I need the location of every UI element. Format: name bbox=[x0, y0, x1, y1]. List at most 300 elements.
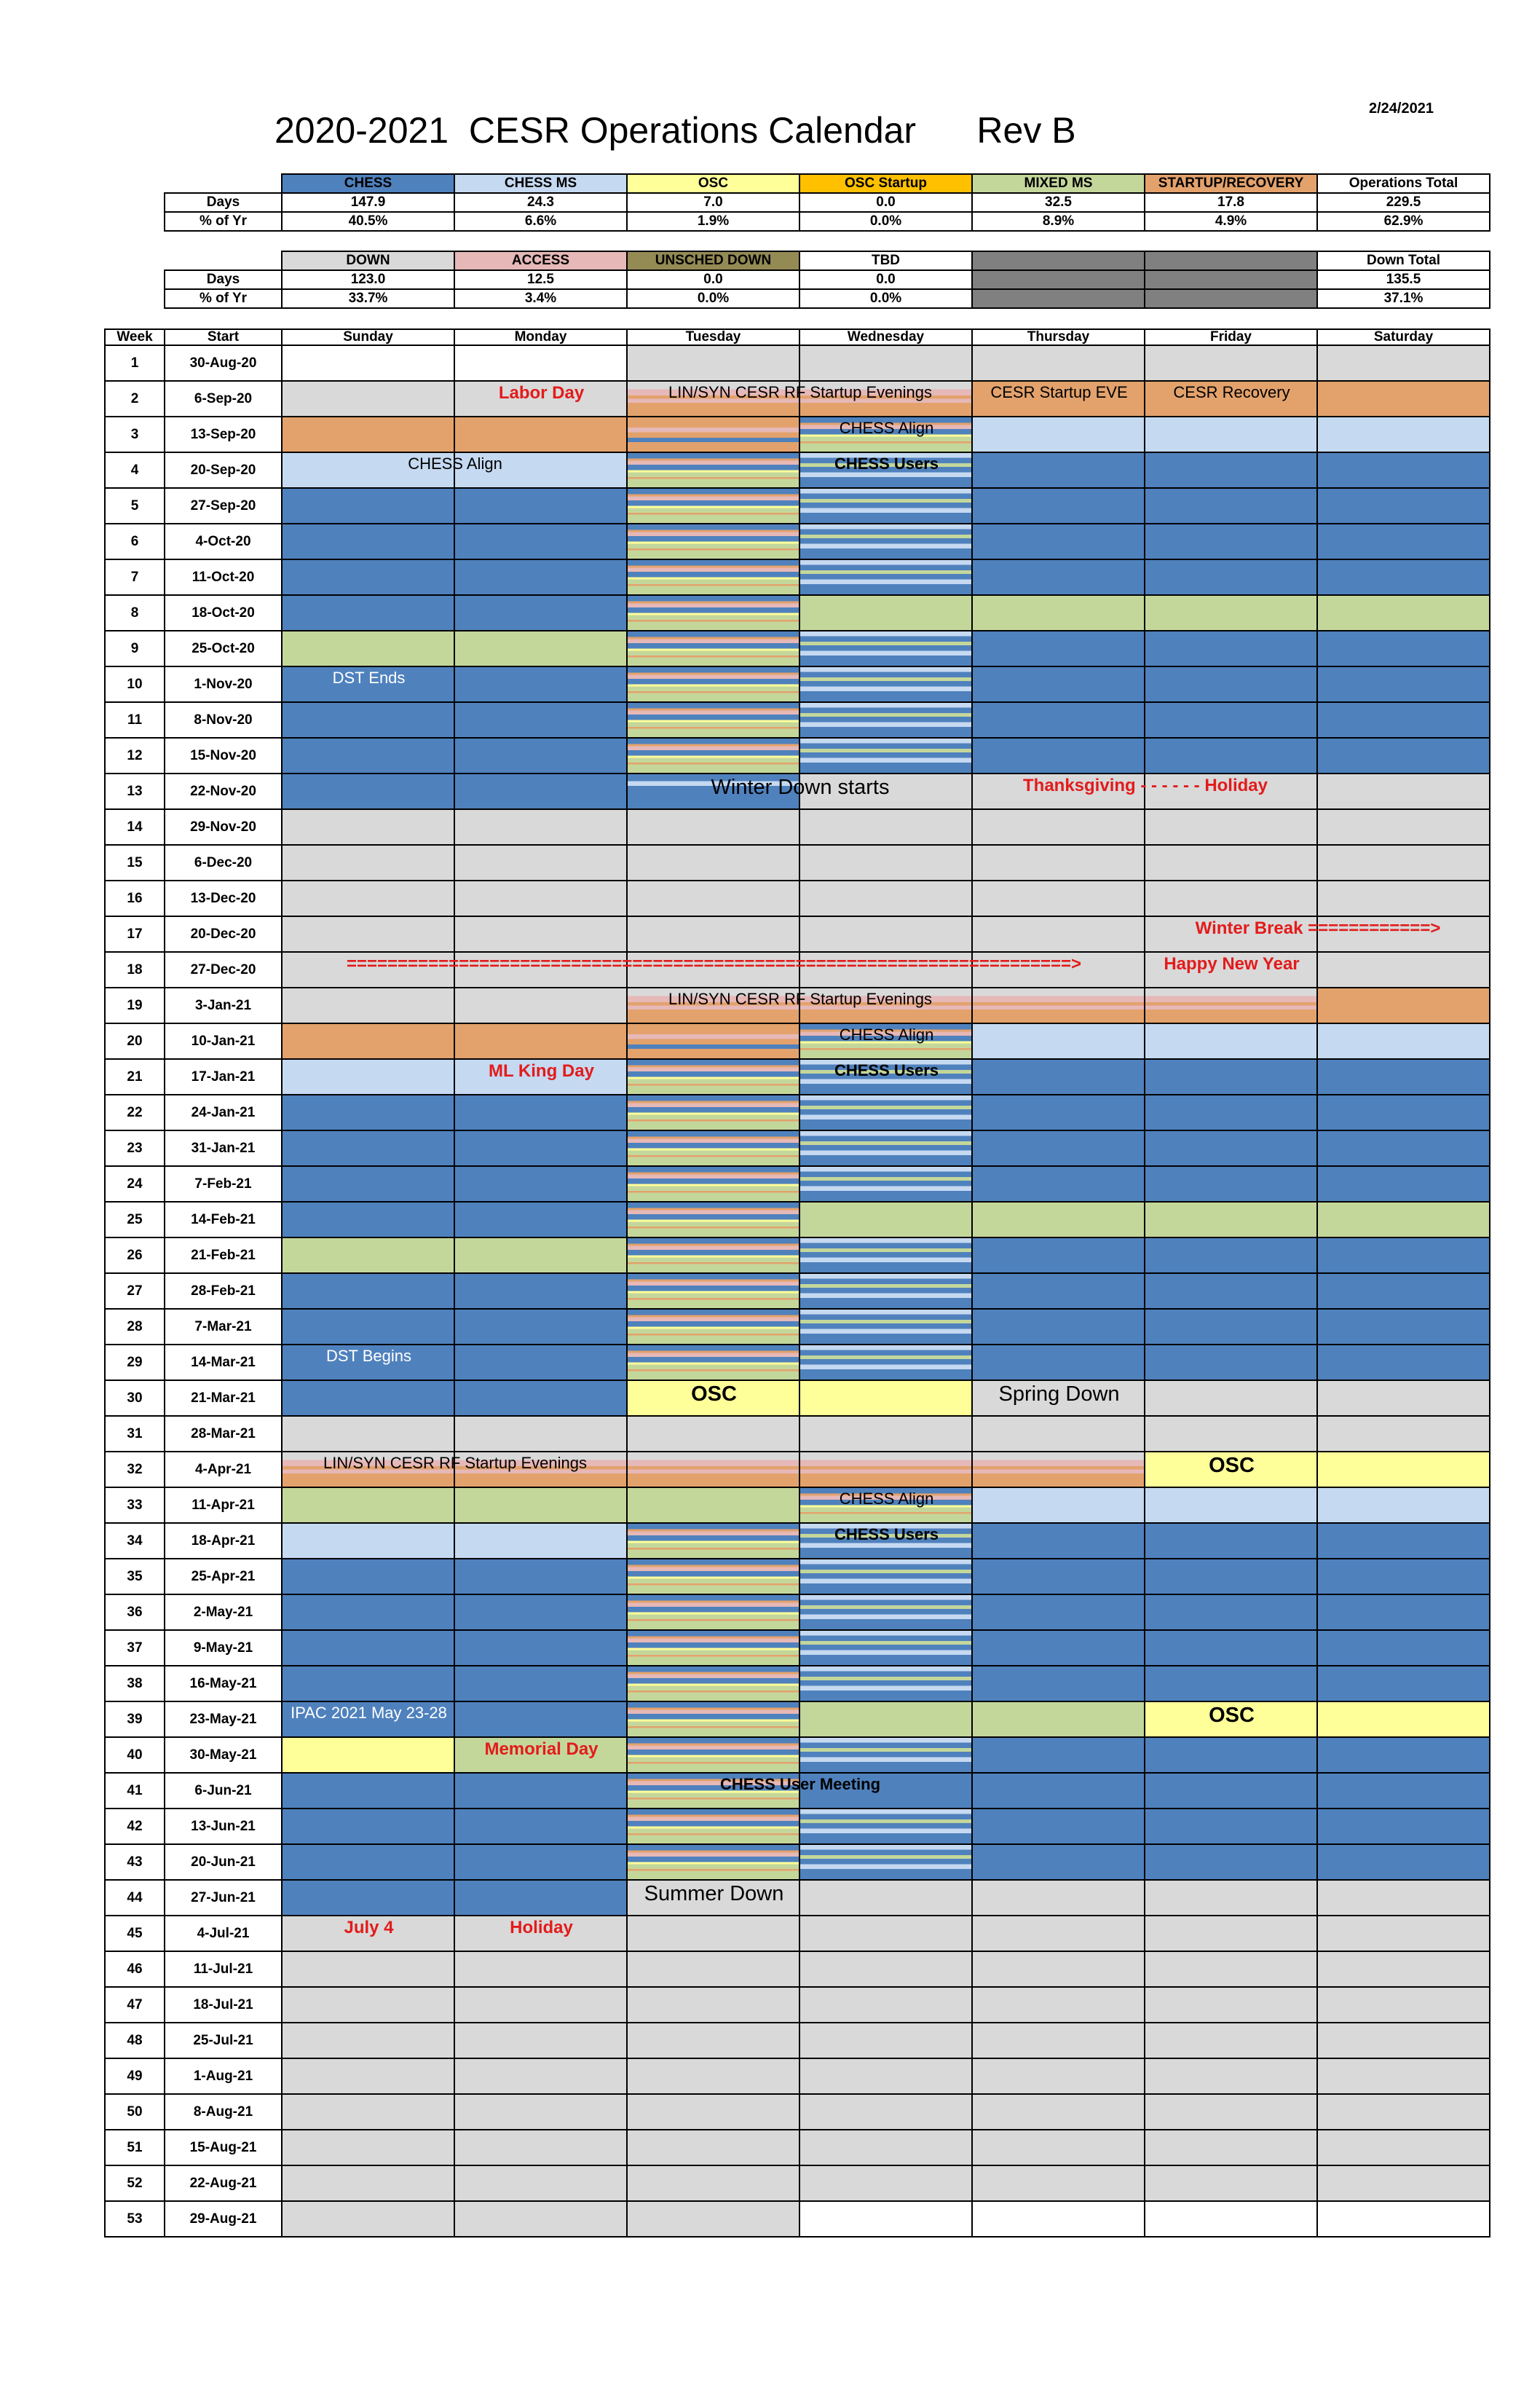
schedule-stripes bbox=[628, 560, 799, 594]
day-cell bbox=[282, 702, 454, 738]
value-cell: 37.1% bbox=[1317, 289, 1490, 308]
day-cell bbox=[799, 2130, 972, 2165]
calendar-annotation: DST Ends bbox=[332, 669, 406, 687]
day-cell bbox=[1317, 1737, 1490, 1773]
week-start-date: 14-Mar-21 bbox=[165, 1345, 282, 1380]
week-number: 36 bbox=[105, 1594, 165, 1630]
day-cell bbox=[454, 595, 627, 631]
week-start-date: 18-Apr-21 bbox=[165, 1523, 282, 1559]
value-cell bbox=[972, 270, 1145, 289]
day-cell bbox=[454, 1416, 627, 1452]
week-row bbox=[105, 1630, 1490, 1666]
schedule-stripes bbox=[628, 453, 799, 487]
week-start-date: 29-Nov-20 bbox=[165, 809, 282, 845]
day-cell bbox=[282, 1666, 454, 1701]
day-cell bbox=[282, 809, 454, 845]
day-cell bbox=[454, 1095, 627, 1130]
day-cell bbox=[972, 417, 1145, 452]
schedule-stripes bbox=[800, 667, 971, 701]
day-cell bbox=[972, 2201, 1145, 2237]
day-cell bbox=[1317, 345, 1490, 381]
day-cell bbox=[799, 2023, 972, 2058]
header-chess: CHESS bbox=[282, 174, 454, 193]
week-row bbox=[105, 809, 1490, 845]
day-cell bbox=[1145, 488, 1317, 524]
calendar-annotation: Thanksgiving - - - - - - Holiday bbox=[1023, 776, 1268, 795]
value-cell: 7.0 bbox=[627, 193, 799, 212]
schedule-stripes bbox=[800, 1738, 971, 1772]
day-cell bbox=[454, 524, 627, 559]
day-cell bbox=[1145, 1880, 1317, 1916]
schedule-stripes bbox=[628, 1060, 799, 1094]
day-cell bbox=[799, 738, 972, 774]
day-cell bbox=[1145, 1345, 1317, 1380]
week-start-date: 28-Feb-21 bbox=[165, 1273, 282, 1309]
week-number: 32 bbox=[105, 1452, 165, 1487]
week-start-date: 25-Oct-20 bbox=[165, 631, 282, 666]
week-start-date: 25-Jul-21 bbox=[165, 2023, 282, 2058]
week-start-date: 11-Oct-20 bbox=[165, 559, 282, 595]
day-cell bbox=[454, 1237, 627, 1273]
day-cell bbox=[627, 738, 799, 774]
schedule-stripes bbox=[628, 631, 799, 666]
header-access: ACCESS bbox=[454, 251, 627, 270]
day-cell bbox=[799, 1916, 972, 1951]
calendar-annotation: ML King Day bbox=[489, 1061, 594, 1081]
day-cell bbox=[454, 1059, 627, 1095]
day-cell bbox=[282, 1630, 454, 1666]
week-start-date: 7-Feb-21 bbox=[165, 1166, 282, 1202]
day-cell bbox=[454, 1130, 627, 1166]
schedule-stripes bbox=[628, 524, 799, 559]
day-cell bbox=[799, 1666, 972, 1701]
week-row bbox=[105, 774, 1490, 809]
day-cell bbox=[454, 1987, 627, 2023]
day-cell bbox=[1317, 1630, 1490, 1666]
day-cell bbox=[282, 559, 454, 595]
day-cell bbox=[282, 1916, 454, 1951]
schedule-stripes bbox=[628, 703, 799, 737]
day-cell bbox=[627, 1559, 799, 1594]
schedule-stripes bbox=[800, 1595, 971, 1629]
day-cell bbox=[972, 452, 1145, 488]
week-start-date: 15-Nov-20 bbox=[165, 738, 282, 774]
calendar-annotation: LIN/SYN CESR RF Startup Evenings bbox=[323, 1454, 587, 1472]
day-cell bbox=[1145, 524, 1317, 559]
day-cell bbox=[627, 845, 799, 881]
week-start-date: 30-Aug-20 bbox=[165, 345, 282, 381]
week-number: 17 bbox=[105, 916, 165, 952]
week-number: 42 bbox=[105, 1809, 165, 1844]
value-cell: 33.7% bbox=[282, 289, 454, 308]
week-row bbox=[105, 524, 1490, 559]
week-number: 53 bbox=[105, 2201, 165, 2237]
day-cell bbox=[1145, 452, 1317, 488]
col-monday: Monday bbox=[454, 329, 627, 345]
value-cell: 147.9 bbox=[282, 193, 454, 212]
week-row bbox=[105, 1737, 1490, 1773]
day-cell bbox=[627, 2094, 799, 2130]
week-start-date: 17-Jan-21 bbox=[165, 1059, 282, 1095]
value-cell: 8.9% bbox=[972, 212, 1145, 231]
day-cell bbox=[972, 1059, 1145, 1095]
day-cell bbox=[799, 524, 972, 559]
week-start-date: 28-Mar-21 bbox=[165, 1416, 282, 1452]
header-empty bbox=[1145, 251, 1317, 270]
day-cell bbox=[627, 1416, 799, 1452]
week-number: 1 bbox=[105, 345, 165, 381]
schedule-stripes bbox=[628, 417, 799, 452]
day-cell bbox=[972, 2023, 1145, 2058]
schedule-stripes bbox=[628, 1131, 799, 1165]
week-row bbox=[105, 2023, 1490, 2058]
header-down: DOWN bbox=[282, 251, 454, 270]
day-cell bbox=[799, 345, 972, 381]
day-cell bbox=[454, 881, 627, 916]
day-cell bbox=[972, 1023, 1145, 1059]
day-cell bbox=[799, 1951, 972, 1987]
week-number: 33 bbox=[105, 1487, 165, 1523]
day-cell bbox=[972, 702, 1145, 738]
value-cell: 4.9% bbox=[1145, 212, 1317, 231]
day-cell bbox=[454, 1380, 627, 1416]
day-cell bbox=[627, 809, 799, 845]
week-start-date: 11-Apr-21 bbox=[165, 1487, 282, 1523]
week-row bbox=[105, 595, 1490, 631]
schedule-stripes bbox=[800, 1095, 971, 1130]
week-number: 4 bbox=[105, 452, 165, 488]
day-cell bbox=[972, 1130, 1145, 1166]
day-cell bbox=[972, 2165, 1145, 2201]
day-cell bbox=[282, 595, 454, 631]
day-cell bbox=[1145, 2130, 1317, 2165]
schedule-stripes bbox=[800, 489, 971, 523]
day-cell bbox=[282, 952, 1082, 988]
day-cell bbox=[799, 1880, 972, 1916]
day-cell bbox=[454, 774, 627, 809]
week-number: 2 bbox=[105, 381, 165, 417]
day-cell bbox=[454, 666, 627, 702]
day-cell bbox=[972, 1202, 1145, 1237]
day-cell bbox=[454, 809, 627, 845]
day-cell bbox=[1145, 1166, 1317, 1202]
day-cell bbox=[627, 1987, 799, 2023]
day-cell bbox=[1317, 774, 1490, 809]
day-cell bbox=[1317, 1380, 1490, 1416]
week-row bbox=[105, 1487, 1490, 1523]
day-cell bbox=[972, 1666, 1145, 1701]
week-row bbox=[105, 631, 1490, 666]
day-cell bbox=[282, 666, 454, 702]
schedule-stripes bbox=[800, 739, 971, 773]
day-cell bbox=[1317, 1773, 1490, 1809]
revision-date: 2/24/2021 bbox=[1369, 101, 1434, 117]
week-start-date: 16-May-21 bbox=[165, 1666, 282, 1701]
day-cell bbox=[454, 988, 627, 1023]
day-cell bbox=[454, 2058, 627, 2094]
day-cell bbox=[1317, 452, 1490, 488]
week-row bbox=[105, 1023, 1490, 1059]
schedule-stripes bbox=[628, 1559, 799, 1594]
day-cell bbox=[1145, 1273, 1317, 1309]
week-start-date: 11-Jul-21 bbox=[165, 1951, 282, 1987]
schedule-stripes bbox=[800, 1131, 971, 1165]
day-cell bbox=[972, 1630, 1145, 1666]
calendar-annotation: CHESS User Meeting bbox=[719, 1775, 881, 1793]
week-row bbox=[105, 702, 1490, 738]
week-start-date: 21-Mar-21 bbox=[165, 1380, 282, 1416]
day-cell bbox=[1145, 881, 1317, 916]
day-cell bbox=[1317, 988, 1490, 1023]
day-cell bbox=[282, 452, 502, 488]
day-cell bbox=[282, 2130, 454, 2165]
day-cell bbox=[1145, 1416, 1317, 1452]
day-cell bbox=[972, 1380, 1145, 1416]
schedule-stripes bbox=[800, 524, 971, 559]
calendar-annotation: Happy New Year bbox=[1164, 954, 1300, 974]
day-cell bbox=[627, 1237, 799, 1273]
day-cell bbox=[972, 1594, 1145, 1630]
day-cell bbox=[799, 452, 972, 488]
day-cell bbox=[1317, 417, 1490, 452]
calendar-annotation: CHESS Users bbox=[834, 1061, 939, 1079]
header-empty bbox=[972, 251, 1145, 270]
schedule-stripes bbox=[628, 489, 799, 523]
week-row bbox=[105, 1309, 1490, 1345]
day-cell bbox=[1317, 2058, 1490, 2094]
row-label-pct: % of Yr bbox=[165, 289, 282, 308]
day-cell bbox=[1145, 381, 1317, 417]
week-row bbox=[105, 381, 1490, 417]
schedule-stripes bbox=[800, 1809, 971, 1843]
day-cell bbox=[799, 1166, 972, 1202]
week-number: 28 bbox=[105, 1309, 165, 1345]
day-cell bbox=[1317, 1095, 1490, 1130]
day-cell bbox=[627, 1880, 799, 1916]
day-cell bbox=[627, 595, 799, 631]
week-row bbox=[105, 1095, 1490, 1130]
schedule-stripes bbox=[628, 1274, 799, 1308]
day-cell bbox=[454, 1630, 627, 1666]
week-number: 20 bbox=[105, 1023, 165, 1059]
row-label-pct: % of Yr bbox=[165, 212, 282, 231]
schedule-stripes bbox=[800, 703, 971, 737]
day-cell bbox=[1145, 1630, 1317, 1666]
day-cell bbox=[282, 1523, 454, 1559]
day-cell bbox=[282, 1095, 454, 1130]
day-cell bbox=[282, 488, 454, 524]
day-cell bbox=[627, 1023, 799, 1059]
week-start-date: 6-Sep-20 bbox=[165, 381, 282, 417]
day-cell bbox=[282, 916, 454, 952]
week-row bbox=[105, 1237, 1490, 1273]
schedule-stripes bbox=[973, 1452, 1144, 1487]
day-cell bbox=[1145, 1666, 1317, 1701]
week-row bbox=[105, 1880, 1490, 1916]
week-number: 7 bbox=[105, 559, 165, 595]
day-cell bbox=[1317, 524, 1490, 559]
week-row bbox=[105, 1916, 1490, 1951]
day-cell bbox=[454, 1951, 627, 1987]
value-cell: 24.3 bbox=[454, 193, 627, 212]
week-row bbox=[105, 738, 1490, 774]
schedule-stripes bbox=[800, 1559, 971, 1594]
schedule-stripes bbox=[800, 1631, 971, 1665]
day-cell bbox=[627, 559, 799, 595]
week-number: 15 bbox=[105, 845, 165, 881]
day-cell bbox=[799, 2058, 972, 2094]
day-cell bbox=[1317, 1345, 1490, 1380]
week-start-date: 27-Sep-20 bbox=[165, 488, 282, 524]
day-cell bbox=[627, 702, 799, 738]
day-cell bbox=[1317, 1844, 1490, 1880]
week-row bbox=[105, 2094, 1490, 2130]
week-start-date: 22-Nov-20 bbox=[165, 774, 282, 809]
week-start-date: 14-Feb-21 bbox=[165, 1202, 282, 1237]
day-cell bbox=[627, 1809, 799, 1844]
week-number: 16 bbox=[105, 881, 165, 916]
header-startup-recovery: STARTUP/RECOVERY bbox=[1145, 174, 1317, 193]
schedule-stripes bbox=[628, 1167, 799, 1201]
value-cell: 1.9% bbox=[627, 212, 799, 231]
page-title: 2020-2021 CESR Operations Calendar Rev B bbox=[275, 110, 1076, 151]
day-cell bbox=[1145, 988, 1317, 1023]
calendar-annotation: CHESS Align bbox=[839, 1489, 934, 1508]
value-cell: 40.5% bbox=[282, 212, 454, 231]
day-cell bbox=[627, 1380, 799, 1416]
week-start-date: 18-Jul-21 bbox=[165, 1987, 282, 2023]
day-cell bbox=[1145, 702, 1317, 738]
day-cell bbox=[972, 1844, 1145, 1880]
day-cell bbox=[799, 1380, 972, 1416]
week-number: 19 bbox=[105, 988, 165, 1023]
day-cell bbox=[1317, 2165, 1490, 2201]
day-cell bbox=[799, 1095, 972, 1130]
week-number: 52 bbox=[105, 2165, 165, 2201]
week-start-date: 6-Dec-20 bbox=[165, 845, 282, 881]
day-cell bbox=[972, 1309, 1145, 1345]
week-row bbox=[105, 1166, 1490, 1202]
day-cell bbox=[282, 1701, 454, 1737]
day-cell bbox=[799, 2201, 972, 2237]
operations-calendar bbox=[104, 328, 1490, 2238]
col-friday: Friday bbox=[1145, 329, 1317, 345]
day-cell bbox=[1317, 1309, 1490, 1345]
value-cell: 0.0 bbox=[627, 270, 799, 289]
value-cell bbox=[972, 289, 1145, 308]
day-cell bbox=[282, 381, 454, 417]
week-number: 13 bbox=[105, 774, 165, 809]
day-cell bbox=[454, 1773, 627, 1809]
day-cell bbox=[1317, 1559, 1490, 1594]
week-row bbox=[105, 2130, 1490, 2165]
week-start-date: 2-May-21 bbox=[165, 1594, 282, 1630]
col-sunday: Sunday bbox=[282, 329, 454, 345]
week-row bbox=[105, 1809, 1490, 1844]
week-row bbox=[105, 845, 1490, 881]
day-cell bbox=[1317, 595, 1490, 631]
week-start-date: 10-Jan-21 bbox=[165, 1023, 282, 1059]
week-row bbox=[105, 1559, 1490, 1594]
schedule-stripes bbox=[628, 1095, 799, 1130]
col-thursday: Thursday bbox=[972, 329, 1145, 345]
week-number: 14 bbox=[105, 809, 165, 845]
day-cell bbox=[972, 738, 1145, 774]
week-row bbox=[105, 1202, 1490, 1237]
down-summary-table bbox=[164, 251, 1490, 309]
day-cell bbox=[454, 1023, 627, 1059]
day-cell bbox=[799, 417, 972, 452]
day-cell bbox=[627, 488, 799, 524]
value-cell: 32.5 bbox=[972, 193, 1145, 212]
day-cell bbox=[1145, 1773, 1317, 1809]
day-cell bbox=[972, 881, 1145, 916]
day-cell bbox=[1317, 1916, 1490, 1951]
day-cell bbox=[282, 2165, 454, 2201]
day-cell bbox=[1317, 1523, 1490, 1559]
day-cell bbox=[454, 702, 627, 738]
day-cell bbox=[1317, 952, 1490, 988]
day-cell bbox=[799, 1487, 972, 1523]
week-row bbox=[105, 2201, 1490, 2237]
calendar-annotation: DST Begins bbox=[326, 1347, 411, 1365]
day-cell bbox=[1145, 1523, 1317, 1559]
value-cell: 0.0% bbox=[799, 289, 972, 308]
schedule-stripes bbox=[628, 1452, 799, 1487]
day-cell bbox=[627, 916, 799, 952]
week-number: 8 bbox=[105, 595, 165, 631]
day-cell bbox=[972, 559, 1145, 595]
week-number: 11 bbox=[105, 702, 165, 738]
day-cell bbox=[627, 1701, 799, 1737]
day-cell bbox=[282, 524, 454, 559]
week-row bbox=[105, 417, 1490, 452]
week-start-date: 21-Feb-21 bbox=[165, 1237, 282, 1273]
day-cell bbox=[282, 1844, 454, 1880]
day-cell bbox=[799, 1844, 972, 1880]
value-cell: 123.0 bbox=[282, 270, 454, 289]
calendar-annotation: Holiday bbox=[510, 1918, 573, 1937]
day-cell bbox=[627, 2023, 799, 2058]
day-cell bbox=[1317, 1130, 1490, 1166]
day-cell bbox=[972, 809, 1145, 845]
day-cell bbox=[454, 417, 627, 452]
day-cell bbox=[1317, 1273, 1490, 1309]
day-cell bbox=[627, 1345, 799, 1380]
week-start-date: 20-Sep-20 bbox=[165, 452, 282, 488]
week-number: 18 bbox=[105, 952, 165, 988]
day-cell bbox=[454, 1559, 627, 1594]
day-cell bbox=[972, 666, 1145, 702]
day-cell bbox=[627, 2165, 799, 2201]
week-number: 48 bbox=[105, 2023, 165, 2058]
week-number: 46 bbox=[105, 1951, 165, 1987]
calendar-annotation: Memorial Day bbox=[484, 1739, 599, 1759]
day-cell bbox=[282, 1951, 454, 1987]
schedule-stripes bbox=[628, 1024, 799, 1058]
day-cell bbox=[454, 2023, 627, 2058]
header-chess-ms: CHESS MS bbox=[454, 174, 627, 193]
value-cell bbox=[1145, 270, 1317, 289]
value-cell: 0.0 bbox=[799, 193, 972, 212]
day-cell bbox=[1145, 738, 1317, 774]
day-cell bbox=[799, 1559, 972, 1594]
schedule-stripes bbox=[973, 988, 1144, 1023]
week-number: 29 bbox=[105, 1345, 165, 1380]
schedule-stripes bbox=[628, 1238, 799, 1272]
week-start-date: 8-Aug-21 bbox=[165, 2094, 282, 2130]
week-start-date: 13-Sep-20 bbox=[165, 417, 282, 452]
